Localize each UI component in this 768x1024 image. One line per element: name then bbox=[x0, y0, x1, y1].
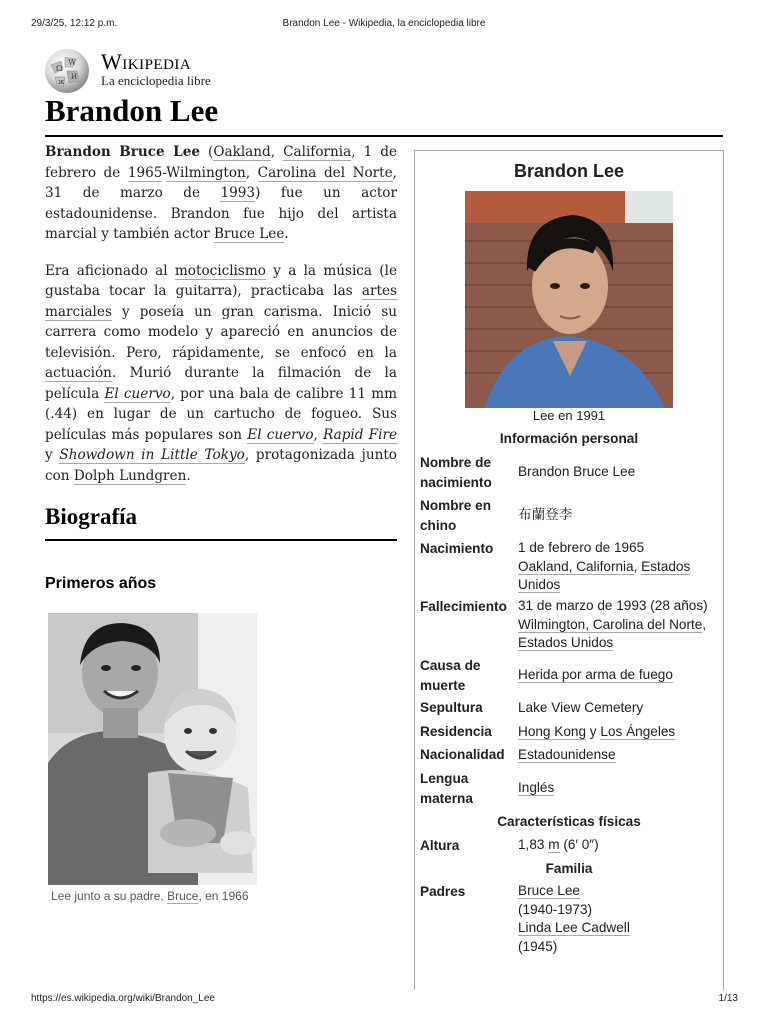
label-lengua-materna: Lengua materna bbox=[420, 771, 473, 806]
label-nombre-nacimiento: Nombre de nacimiento bbox=[420, 455, 492, 490]
wikipedia-globe-icon bbox=[43, 47, 91, 95]
birth-place bbox=[518, 558, 718, 595]
subject-name: Brandon Bruce Lee bbox=[45, 144, 200, 160]
link-1993[interactable]: 1993 bbox=[220, 185, 256, 201]
text: y a la música (le gustaba tocar la guitarra), practicaba las bbox=[45, 262, 397, 299]
article-body bbox=[45, 142, 397, 502]
infobox-photo-caption: Lee en 1991 bbox=[532, 408, 606, 423]
text: . bbox=[186, 467, 191, 484]
birth-date: 1 de febrero de 1965 bbox=[518, 540, 645, 555]
text: , en 1966 bbox=[198, 889, 249, 903]
text: . bbox=[284, 226, 289, 242]
text: Lee junto a su padre, bbox=[51, 889, 168, 903]
career-paragraph bbox=[45, 261, 397, 487]
infobox-section-personal: Información personal bbox=[499, 431, 639, 446]
photo-lee-with-father[interactable] bbox=[48, 613, 257, 885]
text: ) fue un actor estadounidense. Brandon fue hijo del artista marcial y también actor bbox=[45, 185, 397, 242]
link-dolph-lundgren[interactable]: Dolph Lundgren bbox=[73, 467, 187, 484]
label-nacionalidad: Nacionalidad bbox=[420, 747, 505, 762]
label-nacimiento: Nacimiento bbox=[420, 541, 494, 556]
link-estados-unidos[interactable]: Estados Unidos bbox=[518, 558, 691, 592]
label-fallecimiento: Fallecimiento bbox=[420, 599, 507, 614]
value-padres bbox=[518, 882, 718, 956]
svg-text:ж: ж bbox=[58, 78, 65, 86]
link-hong-kong[interactable]: Hong Kong bbox=[518, 724, 587, 739]
infobox-section-familia: Familia bbox=[545, 861, 593, 876]
svg-text:Ω: Ω bbox=[56, 64, 63, 73]
text: y bbox=[45, 447, 60, 463]
parent2-years: (1945) bbox=[518, 938, 558, 954]
link-artes-marciales[interactable]: artes marciales bbox=[45, 283, 397, 320]
text: - bbox=[162, 164, 167, 181]
intro-paragraph bbox=[45, 142, 397, 245]
text: 1,83 bbox=[518, 837, 549, 852]
value-nacionalidad bbox=[518, 746, 718, 765]
section-heading-biografia: Biografía bbox=[45, 504, 137, 529]
infobox-title: Brandon Lee bbox=[513, 161, 624, 181]
wikipedia-tagline: La enciclopedia libre bbox=[101, 73, 211, 88]
label-residencia: Residencia bbox=[420, 724, 492, 739]
infobox-section-fisicas: Características físicas bbox=[497, 814, 641, 829]
link-estados-unidos-2[interactable]: Estados Unidos bbox=[518, 635, 614, 650]
value-nombre-chino: 布蘭登李 bbox=[518, 507, 573, 522]
label-sepultura: Sepultura bbox=[420, 700, 483, 715]
label-nombre-chino: Nombre en chino bbox=[420, 498, 492, 533]
infobox-photo-brandon-lee[interactable] bbox=[465, 191, 673, 408]
text: , bbox=[245, 164, 258, 181]
text: Era aficionado al bbox=[45, 262, 175, 279]
value-nacimiento bbox=[518, 539, 718, 595]
text: (6′ 0″) bbox=[559, 837, 599, 852]
link-1965[interactable]: 1965 bbox=[127, 164, 163, 181]
wikipedia-logo[interactable] bbox=[43, 45, 243, 95]
page-title: Brandon Lee bbox=[45, 93, 219, 128]
text: , por una bala de calibre 11 mm (.44) en lugar de un cartucho de fogueo. Sus películas más populares son bbox=[45, 385, 397, 443]
text: y poseía un gran carisma. Inició su carrera como modelo y apareció en anuncios de televisión. Pero, rápidamente, se enfocó en la bbox=[45, 303, 397, 361]
title-divider bbox=[45, 135, 723, 137]
value-fallecimiento bbox=[518, 597, 718, 653]
value-altura bbox=[518, 836, 718, 855]
value-nombre-nacimiento: Brandon Bruce Lee bbox=[518, 464, 636, 479]
label-altura: Altura bbox=[420, 838, 460, 853]
link-estadounidense[interactable]: Estadounidense bbox=[518, 747, 616, 762]
link-oakland-california[interactable]: Oakland, California bbox=[518, 558, 634, 574]
text: , bbox=[633, 558, 642, 574]
print-datetime: 29/3/25, 12:12 p.m. bbox=[31, 18, 118, 29]
link-bruce[interactable]: Bruce bbox=[167, 889, 199, 903]
text: ( bbox=[200, 144, 214, 160]
text: y bbox=[586, 724, 601, 739]
death-place bbox=[518, 616, 718, 653]
link-los-angeles[interactable]: Los Ángeles bbox=[600, 724, 676, 739]
text: , bbox=[313, 426, 324, 443]
link-wilmington-carolina[interactable]: Wilmington, Carolina del Norte bbox=[518, 616, 703, 632]
print-footer bbox=[0, 993, 768, 1007]
link-el-cuervo-2[interactable]: El cuervo bbox=[247, 426, 314, 443]
link-linda-lee-cadwell[interactable]: Linda Lee Cadwell bbox=[518, 920, 630, 935]
print-url: https://es.wikipedia.org/wiki/Brandon_Lee bbox=[31, 993, 215, 1004]
link-bruce-lee[interactable]: Bruce Lee bbox=[214, 226, 285, 242]
label-causa-muerte: Causa de muerte bbox=[420, 658, 481, 693]
link-metro[interactable]: m bbox=[548, 837, 560, 852]
link-actuacion[interactable]: actuación bbox=[45, 365, 112, 381]
print-header bbox=[0, 18, 768, 32]
parent1-years: (1940-1973) bbox=[518, 901, 593, 917]
text: , bbox=[702, 616, 707, 632]
link-motociclismo[interactable]: motociclismo bbox=[174, 262, 266, 279]
label-padres: Padres bbox=[420, 884, 466, 899]
text: , 1 de febrero de bbox=[45, 144, 398, 181]
subsection-heading-primeros-anos: Primeros años bbox=[45, 575, 157, 592]
link-oakland[interactable]: Oakland bbox=[213, 144, 271, 160]
print-page-title: Brandon Lee - Wikipedia, la enciclopedia libre bbox=[282, 18, 486, 29]
wikipedia-wordmark: Wikipedia bbox=[101, 49, 192, 74]
link-bruce-lee-parent[interactable]: Bruce Lee bbox=[518, 883, 580, 898]
link-herida-arma-fuego[interactable]: Herida por arma de fuego bbox=[518, 667, 673, 682]
text: , bbox=[270, 144, 284, 160]
text: . Murió durante la filmación de la película bbox=[45, 365, 397, 402]
link-california[interactable]: California bbox=[283, 144, 352, 160]
link-wilmington[interactable]: Wilmington bbox=[166, 164, 246, 181]
death-date: 31 de marzo de 1993 (28 años) bbox=[518, 598, 708, 613]
value-sepultura: Lake View Cemetery bbox=[518, 700, 644, 715]
link-ingles[interactable]: Inglés bbox=[518, 780, 555, 795]
infobox bbox=[414, 150, 724, 990]
value-lengua-materna bbox=[518, 779, 718, 798]
print-page-number: 1/13 bbox=[718, 993, 738, 1004]
link-rapid-fire[interactable]: Rapid Fire bbox=[323, 426, 397, 443]
text: , protagonizada junto con bbox=[45, 447, 397, 484]
value-causa-muerte bbox=[518, 666, 718, 685]
link-showdown-in-little-tokyo[interactable]: Showdown in Little Tokyo bbox=[59, 447, 245, 463]
photo-caption bbox=[51, 887, 251, 905]
svg-text:W: W bbox=[68, 58, 77, 67]
link-carolina-del-norte[interactable]: Carolina del Norte bbox=[257, 164, 393, 181]
value-residencia bbox=[518, 723, 718, 742]
link-el-cuervo[interactable]: El cuervo bbox=[104, 385, 171, 402]
text: , 31 de marzo de bbox=[45, 164, 397, 201]
svg-text:И: И bbox=[71, 73, 78, 81]
section-divider bbox=[45, 539, 397, 541]
